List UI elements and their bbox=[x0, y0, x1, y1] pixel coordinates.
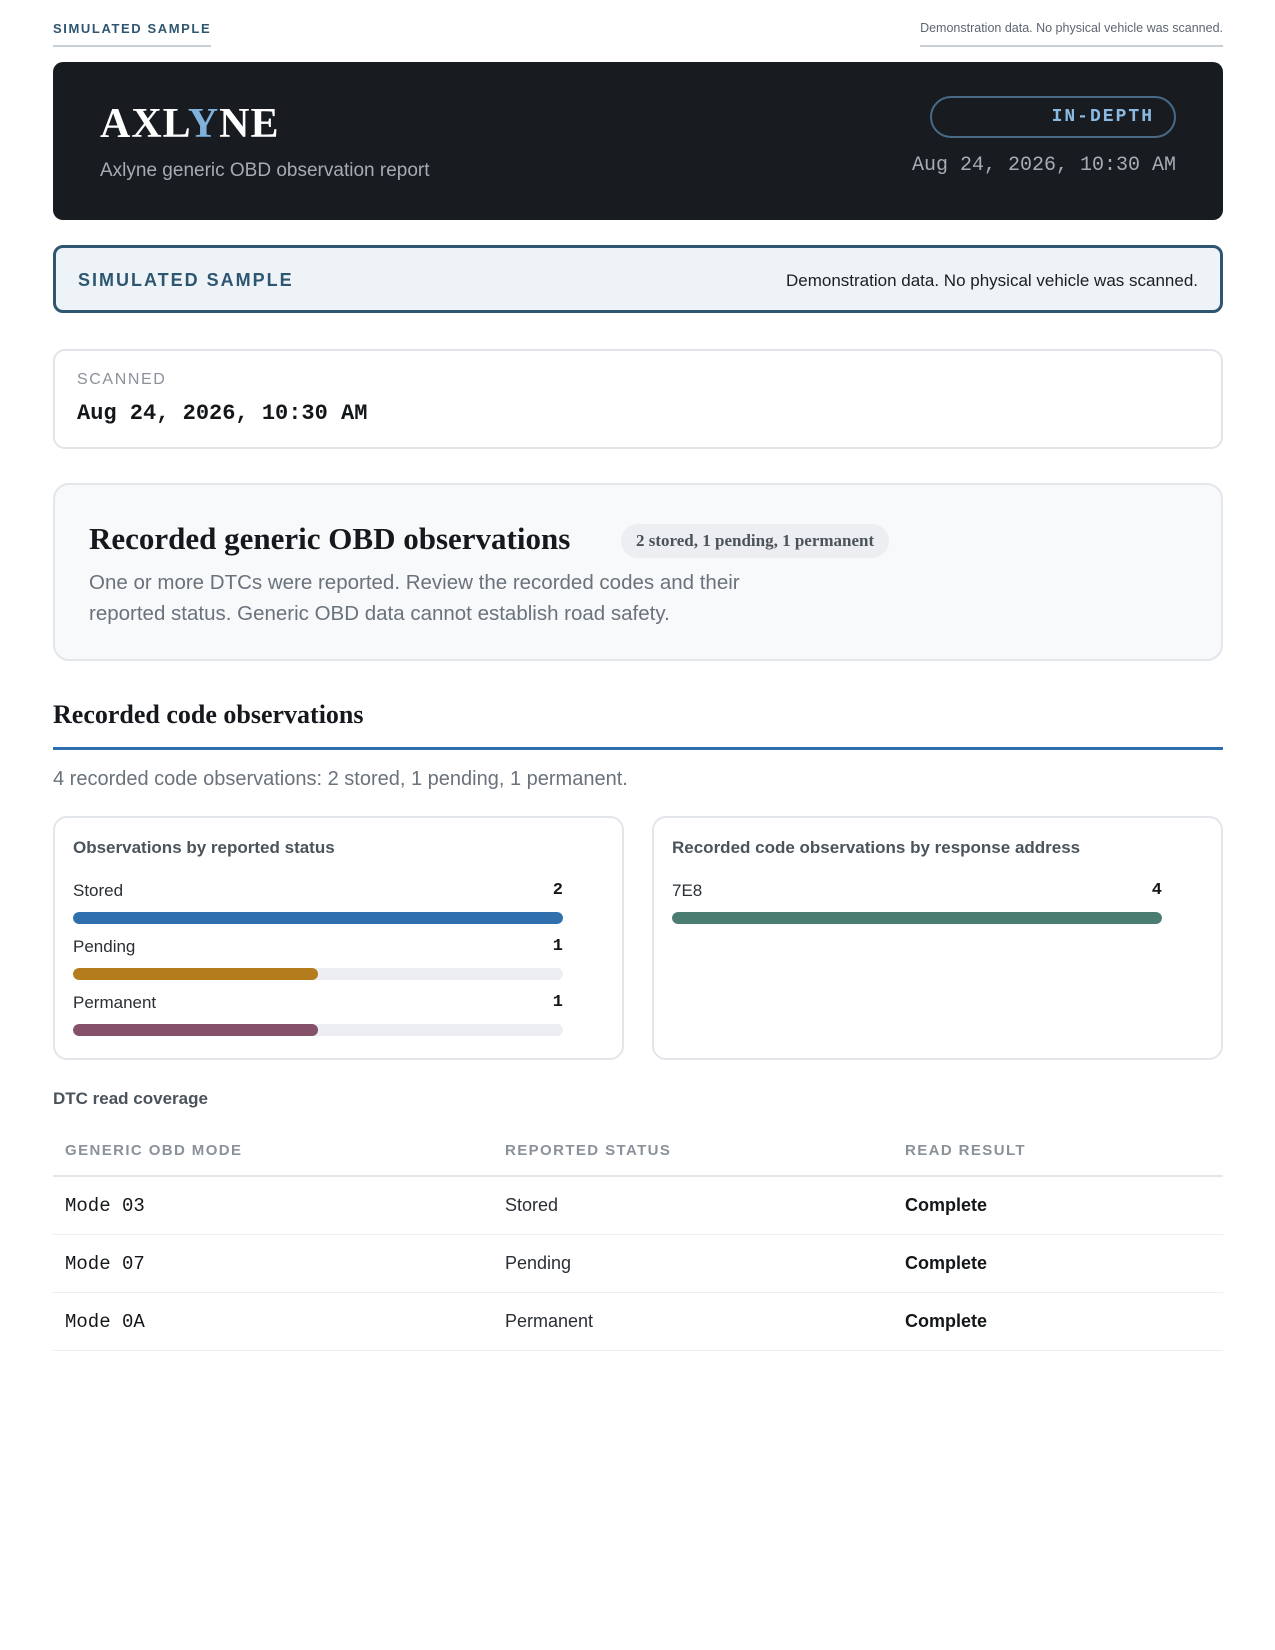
status-card-title: Observations by reported status bbox=[73, 838, 335, 857]
mode-cell: Mode 0A bbox=[53, 1293, 493, 1351]
status-bar-count: 2 bbox=[552, 881, 563, 900]
status-bar-fill bbox=[73, 912, 563, 924]
status-cell: Pending bbox=[493, 1235, 893, 1293]
status-breakdown-card bbox=[53, 816, 624, 1060]
summary-title: Recorded generic OBD observations bbox=[89, 521, 571, 556]
status-bar-row bbox=[73, 937, 563, 987]
address-bar-track bbox=[672, 912, 1162, 924]
column-header-result: READ RESULT bbox=[893, 1125, 1223, 1176]
status-bar-row bbox=[73, 881, 563, 931]
address-card-title: Recorded code observations by response address bbox=[672, 838, 1081, 857]
column-header-status: REPORTED STATUS bbox=[493, 1125, 893, 1176]
simulated-sample-banner bbox=[53, 245, 1223, 313]
simulated-sample-note: Demonstration data. No physical vehicle was scanned. bbox=[786, 271, 1198, 290]
summary-body: One or more DTCs were reported. Review the recorded codes and their reported status. Generic OBD data cannot establish road safety. bbox=[89, 571, 740, 625]
mode-cell: Mode 03 bbox=[53, 1176, 493, 1235]
summary-card bbox=[53, 483, 1223, 661]
status-bar-fill bbox=[73, 1024, 318, 1036]
status-bar-track bbox=[73, 1024, 563, 1036]
section-intro: 4 recorded code observations: 2 stored, 1 pending, 1 permanent. bbox=[53, 768, 628, 790]
table-row bbox=[53, 1176, 1223, 1235]
status-cell: Permanent bbox=[493, 1293, 893, 1351]
status-bar-fill bbox=[73, 968, 318, 980]
brand-suffix: NE bbox=[219, 101, 280, 147]
result-cell: Complete bbox=[893, 1235, 1223, 1293]
scanned-card bbox=[53, 349, 1223, 449]
result-cell: Complete bbox=[893, 1293, 1223, 1351]
running-header bbox=[53, 0, 1223, 62]
address-breakdown-card bbox=[652, 816, 1223, 1060]
scanned-value: Aug 24, 2026, 10:30 AM bbox=[77, 401, 368, 426]
brand-logo bbox=[100, 100, 280, 148]
simulated-sample-label: SIMULATED SAMPLE bbox=[78, 270, 294, 290]
brand-accent: Y bbox=[187, 101, 220, 147]
address-bar-label: 7E8 bbox=[672, 881, 703, 900]
status-bar-label: Pending bbox=[73, 937, 136, 956]
running-header-label: SIMULATED SAMPLE bbox=[53, 21, 211, 47]
coverage-header-row bbox=[53, 1125, 1223, 1176]
brand-prefix: AXL bbox=[100, 101, 188, 147]
address-bar-count: 4 bbox=[1151, 881, 1162, 900]
section-divider bbox=[53, 747, 1223, 750]
status-bar-count: 1 bbox=[552, 993, 563, 1012]
report-page bbox=[53, 0, 1223, 1333]
status-bar-label: Stored bbox=[73, 881, 124, 900]
running-header-note: Demonstration data. No physical vehicle was scanned. bbox=[920, 21, 1223, 47]
status-bar-label: Permanent bbox=[73, 993, 157, 1012]
report-date: Aug 24, 2026, 10:30 AM bbox=[911, 154, 1176, 177]
table-row bbox=[53, 1235, 1223, 1293]
mode-cell: Mode 07 bbox=[53, 1235, 493, 1293]
status-bar-count: 1 bbox=[552, 937, 563, 956]
scanned-label: SCANNED bbox=[77, 371, 167, 388]
result-cell: Complete bbox=[893, 1176, 1223, 1235]
coverage-table bbox=[53, 1125, 1223, 1351]
summary-count-badge: 2 stored, 1 pending, 1 permanent bbox=[621, 524, 889, 558]
table-row bbox=[53, 1293, 1223, 1351]
report-hero bbox=[53, 62, 1223, 220]
report-subtitle: Axlyne generic OBD observation report bbox=[100, 160, 430, 181]
depth-badge: IN-DEPTH bbox=[930, 96, 1176, 138]
section-title: Recorded code observations bbox=[53, 700, 364, 729]
status-cell: Stored bbox=[493, 1176, 893, 1235]
coverage-title: DTC read coverage bbox=[53, 1089, 208, 1108]
address-bar-fill bbox=[672, 912, 1162, 924]
status-bar-track bbox=[73, 912, 563, 924]
status-bar-row bbox=[73, 993, 563, 1043]
column-header-mode: GENERIC OBD MODE bbox=[53, 1125, 493, 1176]
address-bar-row bbox=[672, 881, 1162, 931]
status-bar-track bbox=[73, 968, 563, 980]
